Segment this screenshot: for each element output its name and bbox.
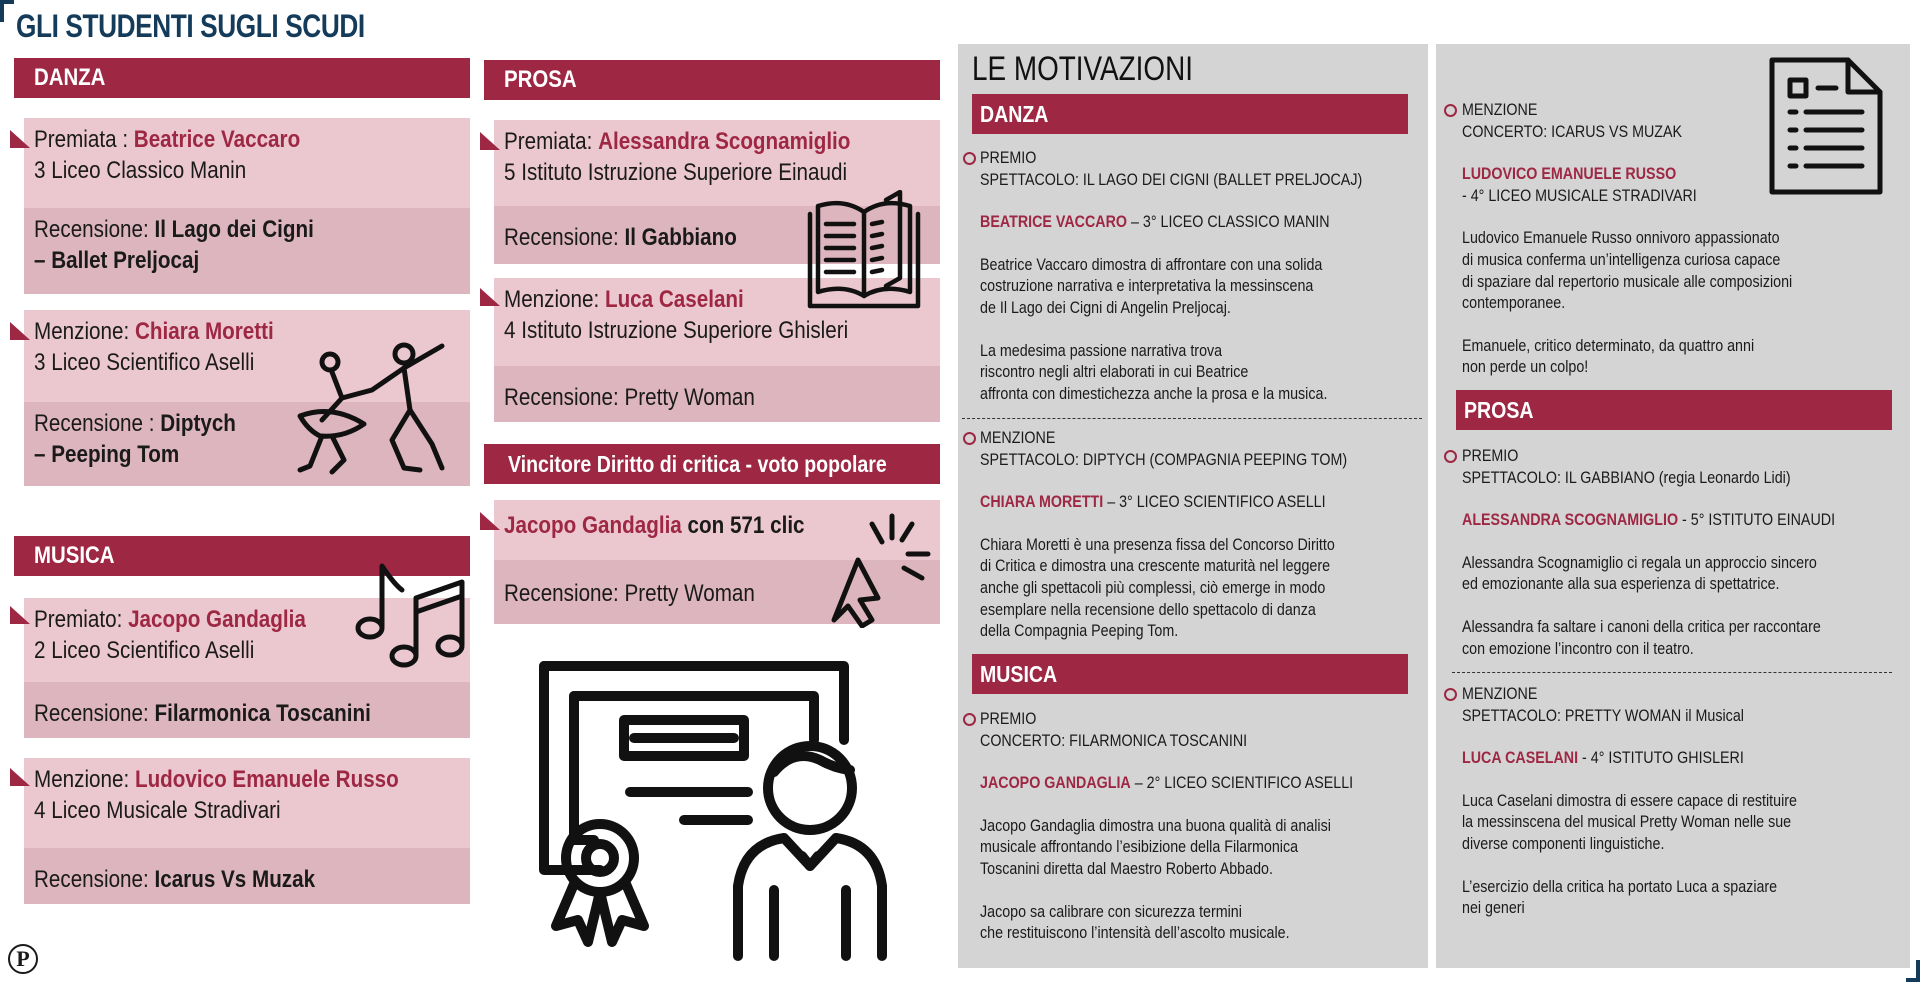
mot-prosa-header: PROSA <box>1456 390 1892 430</box>
prosa-premiata-review-box: Recensione: Il Gabbiano <box>494 206 940 264</box>
danza-menzione-name: Chiara Moretti <box>134 318 274 345</box>
danza-premiata-review-box: Recensione: Il Lago dei Cigni – Ballet Preljocaj <box>24 208 470 294</box>
musica-header: MUSICA <box>14 536 470 576</box>
motivazioni-title: LE MOTIVAZIONI <box>972 50 1194 88</box>
popolare-review-box: Recensione: Pretty Woman <box>494 560 940 624</box>
ring-bullet-icon <box>1444 688 1457 701</box>
voto-popolare-header: Vincitore Diritto di critica - voto popolare <box>484 444 940 484</box>
ring-bullet-icon <box>1444 450 1457 463</box>
musica-menzione-box: Menzione: Ludovico Emanuele Russo 4 Liceo Musicale Stradivari <box>24 758 470 848</box>
musica-premiato-name: Jacopo Gandaglia <box>128 606 306 633</box>
flag-marker <box>480 288 500 306</box>
open-book-icon <box>804 190 924 316</box>
mot-prosa-menzione: MENZIONE SPETTACOLO: PRETTY WOMAN il Musical LUCA CASELANI - 4° ISTITUTO GHISLERI Luca Caselani dimostra di essere capace di restituire la messinscena del musical Pretty Woman nelle sue diverse componenti linguistiche. L’esercizio della critica ha portato Luca a spaziare nei generi <box>1462 684 1797 918</box>
prosa-header: PROSA <box>484 60 940 100</box>
prosa-premiata-name: Alessandra Scognamiglio <box>598 128 851 155</box>
ring-bullet-icon <box>1444 104 1457 117</box>
divider <box>1452 672 1892 673</box>
mot-danza-menzione: MENZIONE SPETTACOLO: DIPTYCH (COMPAGNIA PEEPING TOM) CHIARA MORETTI – 3° LICEO SCIENTIFICO ASELLI Chiara Moretti è una presenza fissa del Concorso Diritto di Critica e dimostra una crescente maturità nel leggere anche gli spettacoli più complessi, ciò emerge in modo esemplare nella recensione dello spettacolo di danza della Compagnia Peeping Tom. <box>980 428 1348 641</box>
prosa-premiata-box: Premiata: Alessandra Scognamiglio 5 Istituto Istruzione Superiore Einaudi <box>494 120 940 206</box>
musica-menzione-review-box: Recensione: Icarus Vs Muzak <box>24 848 470 904</box>
ring-bullet-icon <box>963 713 976 726</box>
page-title: GLI STUDENTI SUGLI SCUDI <box>16 8 365 44</box>
danza-premiata-school: 3 Liceo Classico Manin <box>34 157 247 184</box>
flag-marker <box>480 132 500 150</box>
danza-menzione-review-box: Recensione : Diptych – Peeping Tom <box>24 402 470 486</box>
mot-musica-header: MUSICA <box>972 654 1408 694</box>
prosa-menzione-box: Menzione: Luca Caselani 4 Istituto Istruzione Superiore Ghisleri <box>494 278 940 366</box>
mot-danza-header: DANZA <box>972 94 1408 134</box>
ring-bullet-icon <box>963 152 976 165</box>
flag-marker <box>10 322 30 340</box>
dancing-couple-icon <box>292 340 472 476</box>
flag-marker <box>10 130 30 148</box>
corner-mark-top-left <box>0 0 14 22</box>
danza-premiata-box: Premiata : Beatrice Vaccaro 3 Liceo Classico Manin <box>24 118 470 208</box>
prosa-menzione-review-box: Recensione: Pretty Woman <box>494 366 940 422</box>
danza-header: DANZA <box>14 58 470 98</box>
danza-premiata-name: Beatrice Vaccaro <box>133 126 301 153</box>
flag-marker <box>480 512 500 530</box>
danza-menzione-box: Menzione: Chiara Moretti 3 Liceo Scientifico Aselli <box>24 310 470 402</box>
divider <box>962 418 1422 419</box>
musica-premiato-box: Premiato: Jacopo Gandaglia 2 Liceo Scientifico Aselli <box>24 598 470 682</box>
flag-marker <box>10 768 30 786</box>
prosa-menzione-name: Luca Caselani <box>604 286 744 313</box>
cursor-click-icon <box>814 508 934 628</box>
musica-premiato-review-box: Recensione: Filarmonica Toscanini <box>24 682 470 738</box>
document-icon <box>1768 56 1884 196</box>
musica-menzione-name: Ludovico Emanuele Russo <box>134 766 399 793</box>
popolare-winner-name: Jacopo Gandaglia <box>504 512 682 539</box>
ring-bullet-icon <box>963 432 976 445</box>
popolare-votes: con 571 clic <box>681 512 805 539</box>
publisher-logo: P <box>8 944 38 974</box>
mot-musica-premio: PREMIO CONCERTO: FILARMONICA TOSCANINI JACOPO GANDAGLIA – 2° LICEO SCIENTIFICO ASELLI Jacopo Gandaglia dimostra una buona qualità di analisi musicale affrontando l’esibizione della Filarmonica Toscanini diretta dal Maestro Roberto Abbado. Jacopo sa calibrare con sicurezza termini che restituiscono l’intensità dell’ascolto musicale. <box>980 709 1354 943</box>
mot-danza-premio: PREMIO SPETTACOLO: IL LAGO DEI CIGNI (BALLET PRELJOCAJ) BEATRICE VACCARO – 3° LICEO CLASSICO MANIN Beatrice Vaccaro dimostra di affrontare con una solida costruzione narrativa e interpretativa la messinscena de Il Lago dei Cigni di Angelin Preljocaj. La medesima passione narrativa trova riscontro negli altri elaborati in cui Beatrice affronta con dimestichezza anche la prosa e la musica. <box>980 148 1363 403</box>
mot-musica-menzione: MENZIONE CONCERTO: ICARUS VS MUZAK LUDOVICO EMANUELE RUSSO - 4° LICEO MUSICALE STRADIVARI Ludovico Emanuele Russo onnivoro appassionato di musica conferma un’intelligenza curiosa capace di spaziare dal repertorio musicale alle composizioni contemporanee. Emanuele, critico determinato, da quattro anni non perde un colpo! <box>1462 100 1793 377</box>
music-notes-icon <box>354 560 470 672</box>
flag-marker <box>10 606 30 624</box>
certificate-student-icon <box>534 660 894 964</box>
mot-prosa-premio: PREMIO SPETTACOLO: IL GABBIANO (regia Leonardo Lidi) ALESSANDRA SCOGNAMIGLIO - 5° ISTITUTO EINAUDI Alessandra Scognamiglio ci regala un approccio sincero ed emozionante alla sua esperienza di spettatrice. Alessandra fa saltare i canoni della critica per raccontare con emozione l’incontro con il teatro. <box>1462 446 1836 658</box>
